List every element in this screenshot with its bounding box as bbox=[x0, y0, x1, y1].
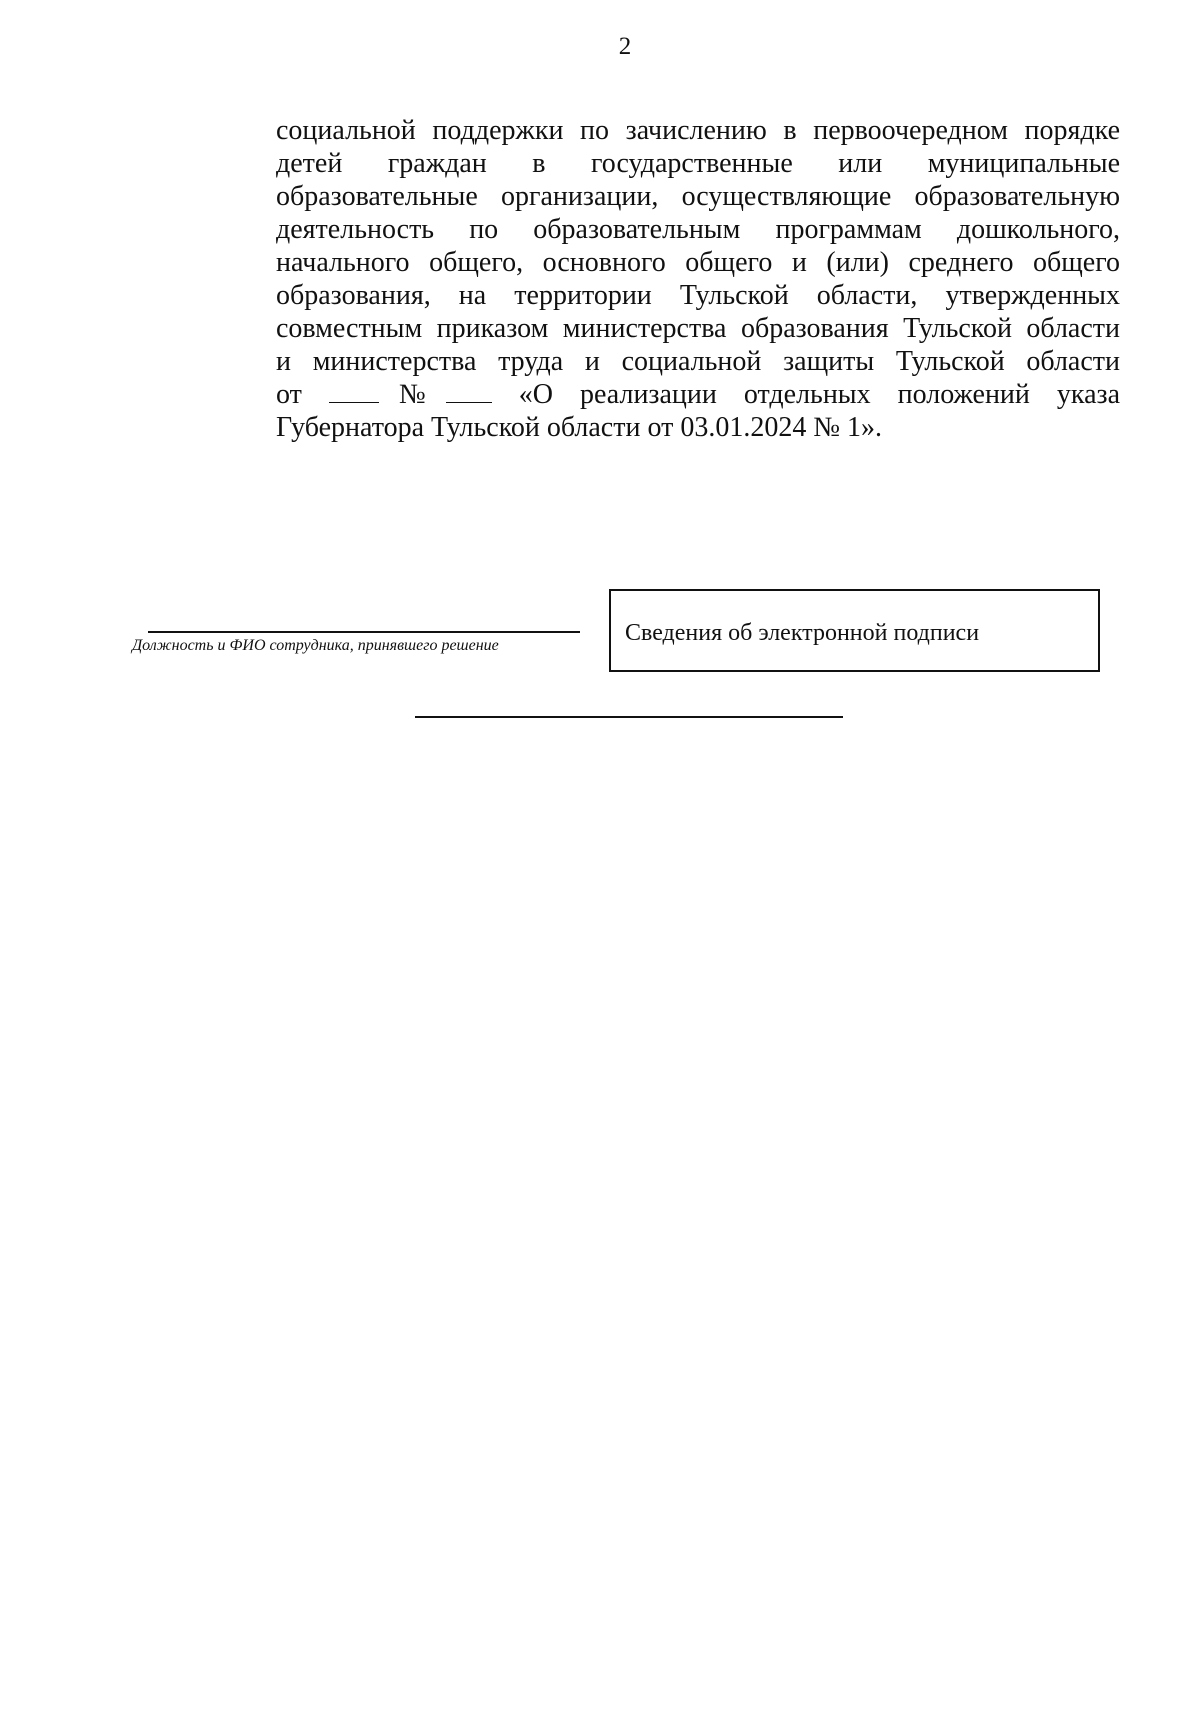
body-line-7: совместным приказом министерства образования Тульской области bbox=[276, 313, 1120, 344]
date-blank bbox=[329, 380, 379, 403]
body-line-8: и министерства труда и социальной защиты Тульской области bbox=[276, 346, 1120, 377]
signature-line bbox=[148, 631, 580, 633]
body-text bbox=[276, 114, 1120, 444]
electronic-signature-box bbox=[609, 589, 1100, 672]
signature-caption: Должность и ФИО сотрудника, принявшего решение bbox=[132, 637, 499, 654]
body-line-2: детей граждан в государственные или муниципальные bbox=[276, 148, 1120, 179]
body-line-9 bbox=[276, 378, 1120, 411]
order-title-start: «О реализации отдельных положений указа bbox=[518, 379, 1121, 410]
number-blank bbox=[446, 380, 492, 403]
electronic-signature-text: Сведения об электронной подписи bbox=[625, 620, 980, 646]
body-line-10: Губернатора Тульской области от 03.01.2024 № 1». bbox=[276, 412, 883, 443]
body-line-3: образовательные организации, осуществляющие образовательную bbox=[276, 181, 1120, 212]
end-divider bbox=[415, 716, 843, 718]
body-line-6: образования, на территории Тульской области, утвержденных bbox=[276, 280, 1120, 311]
from-word: от bbox=[276, 379, 302, 410]
body-line-1: социальной поддержки по зачислению в первоочередном порядке bbox=[276, 115, 1120, 146]
body-line-4: деятельность по образовательным программам дошкольного, bbox=[276, 214, 1120, 245]
number-sign: № bbox=[378, 379, 446, 410]
page-number: 2 bbox=[618, 33, 632, 60]
body-line-5: начального общего, основного общего и (или) среднего общего bbox=[276, 247, 1120, 278]
